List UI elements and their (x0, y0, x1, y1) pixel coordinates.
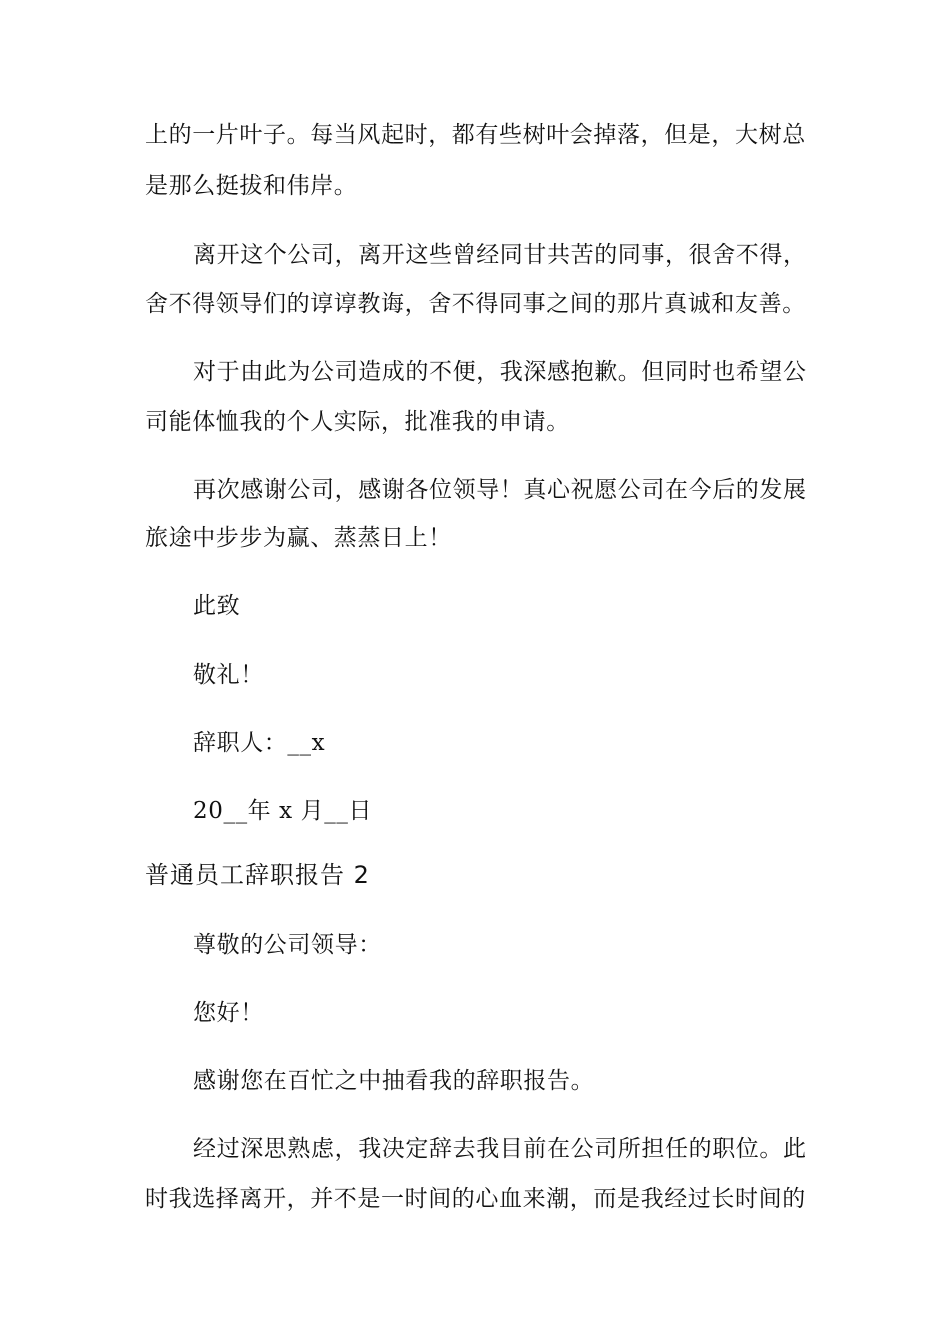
paragraph-line: 经过深思熟虑，我决定辞去我目前在公司所担任的职位。此 (193, 1136, 807, 1162)
greeting-line: 尊敬的公司领导： (193, 932, 382, 958)
paragraph-line: 再次感谢公司，感谢各位领导！真心祝愿公司在今后的发展 (193, 477, 807, 503)
paragraph-line: 舍不得领导们的谆谆教诲，舍不得同事之间的那片真诚和友善。 (145, 291, 806, 317)
paragraph-line: 是那么挺拔和伟岸。 (145, 173, 358, 199)
paragraph-line: 旅途中步步为赢、蒸蒸日上！ (145, 525, 452, 551)
section-heading: 普通员工辞职报告 2 (145, 861, 370, 889)
paragraph-line: 离开这个公司，离开这些曾经同甘共苦的同事，很舍不得， (193, 242, 807, 268)
greeting-line: 您好！ (193, 1000, 264, 1026)
paragraph-line: 时我选择离开，并不是一时间的心血来潮，而是我经过长时间的 (145, 1186, 806, 1212)
closing-regards: 敬礼！ (193, 662, 264, 688)
paragraph-line: 上的一片叶子。每当风起时，都有些树叶会掉落，但是，大树总 (145, 122, 806, 148)
paragraph-line: 感谢您在百忙之中抽看我的辞职报告。 (193, 1068, 595, 1094)
closing-salutation: 此致 (193, 593, 241, 619)
paragraph-line: 对于由此为公司造成的不便，我深感抱歉。但同时也希望公 (193, 359, 807, 385)
paragraph-line: 司能体恤我的个人实际，批准我的申请。 (145, 409, 570, 435)
signature-line: 辞职人：__x (193, 730, 326, 756)
date-line: 20__年 x 月__日 (193, 798, 373, 824)
